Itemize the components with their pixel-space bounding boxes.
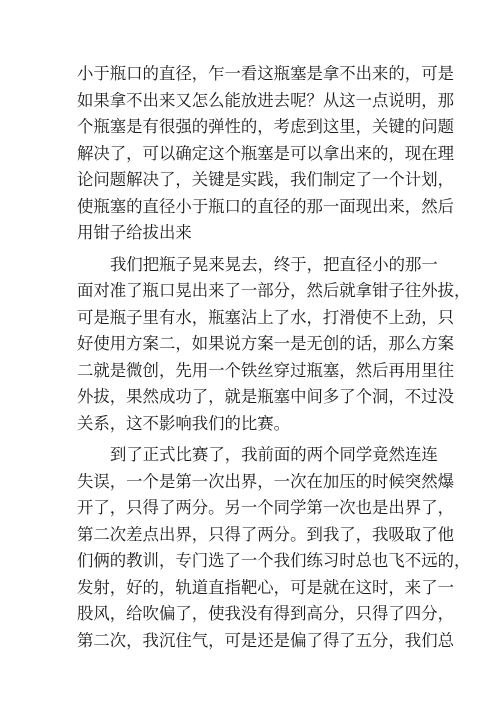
text-line: 论问题解决了，关键是实践，我们制定了一个计划，: [77, 170, 454, 189]
text-line: 股风，给吹偏了，使我没有得到高分，只得了四分，: [77, 604, 454, 623]
text-line: 们俩的教训，专门选了一个我们练习时总也飞不远的，: [77, 551, 471, 570]
text-line: 开了，只得了两分。另一个同学第一次也是出界了，: [77, 498, 454, 517]
text-line: 好使用方案二，如果说方案一是无创的话，那么方案: [77, 334, 454, 353]
paragraph-3: [77, 442, 471, 654]
paragraph-2: [77, 252, 471, 438]
text-line: 外拔，果然成功了，就是瓶塞中间多了个洞，不过没: [77, 387, 454, 406]
text-line: 发射，好的，轨道直指靶心，可是就在这时，来了一: [77, 577, 454, 597]
text-line: 二就是微创，先用一个铁丝穿过瓶塞，然后再用里往: [77, 360, 454, 380]
paragraph-1: [77, 61, 454, 247]
text-line: 第二次差点出界，只得了两分。到我了，我吸取了他: [77, 524, 454, 544]
text-line: 解决了，可以确定这个瓶塞是可以拿出来的，现在理: [77, 143, 454, 163]
text-line: 可是瓶子里有水，瓶塞沾上了水，打滑使不上劲，只: [77, 307, 454, 327]
text-line: 关系，这不影响我们的比赛。: [77, 413, 291, 433]
text-line: 我们把瓶子晃来晃去，终于，把直径小的那一: [110, 254, 438, 274]
text-line: 到了正式比赛了，我前面的两个同学竟然连连: [110, 445, 438, 464]
text-line: 小于瓶口的直径，乍一看这瓶塞是拿不出来的，可是: [77, 64, 454, 83]
text-line: 第二次，我沉住气，可是还是偏了得了五分，我们总: [77, 630, 454, 650]
text-line: 面对准了瓶口晃出来了一部分，然后就拿钳子往外拔，: [77, 281, 471, 300]
text-line: 如果拿不出来又怎么能放进去呢？从这一点说明，那: [77, 90, 454, 110]
body-text: [77, 61, 471, 654]
text-line: 用钳子给拔出来: [77, 223, 192, 242]
text-line: 失误，一个是第一次出界，一次在加压的时候突然爆: [77, 471, 454, 491]
text-line: 个瓶塞是有很强的弹性的，考虑到这里，关键的问题: [77, 117, 454, 136]
text-line: 使瓶塞的直径小于瓶口的直径的那一面现出来，然后: [77, 196, 454, 216]
